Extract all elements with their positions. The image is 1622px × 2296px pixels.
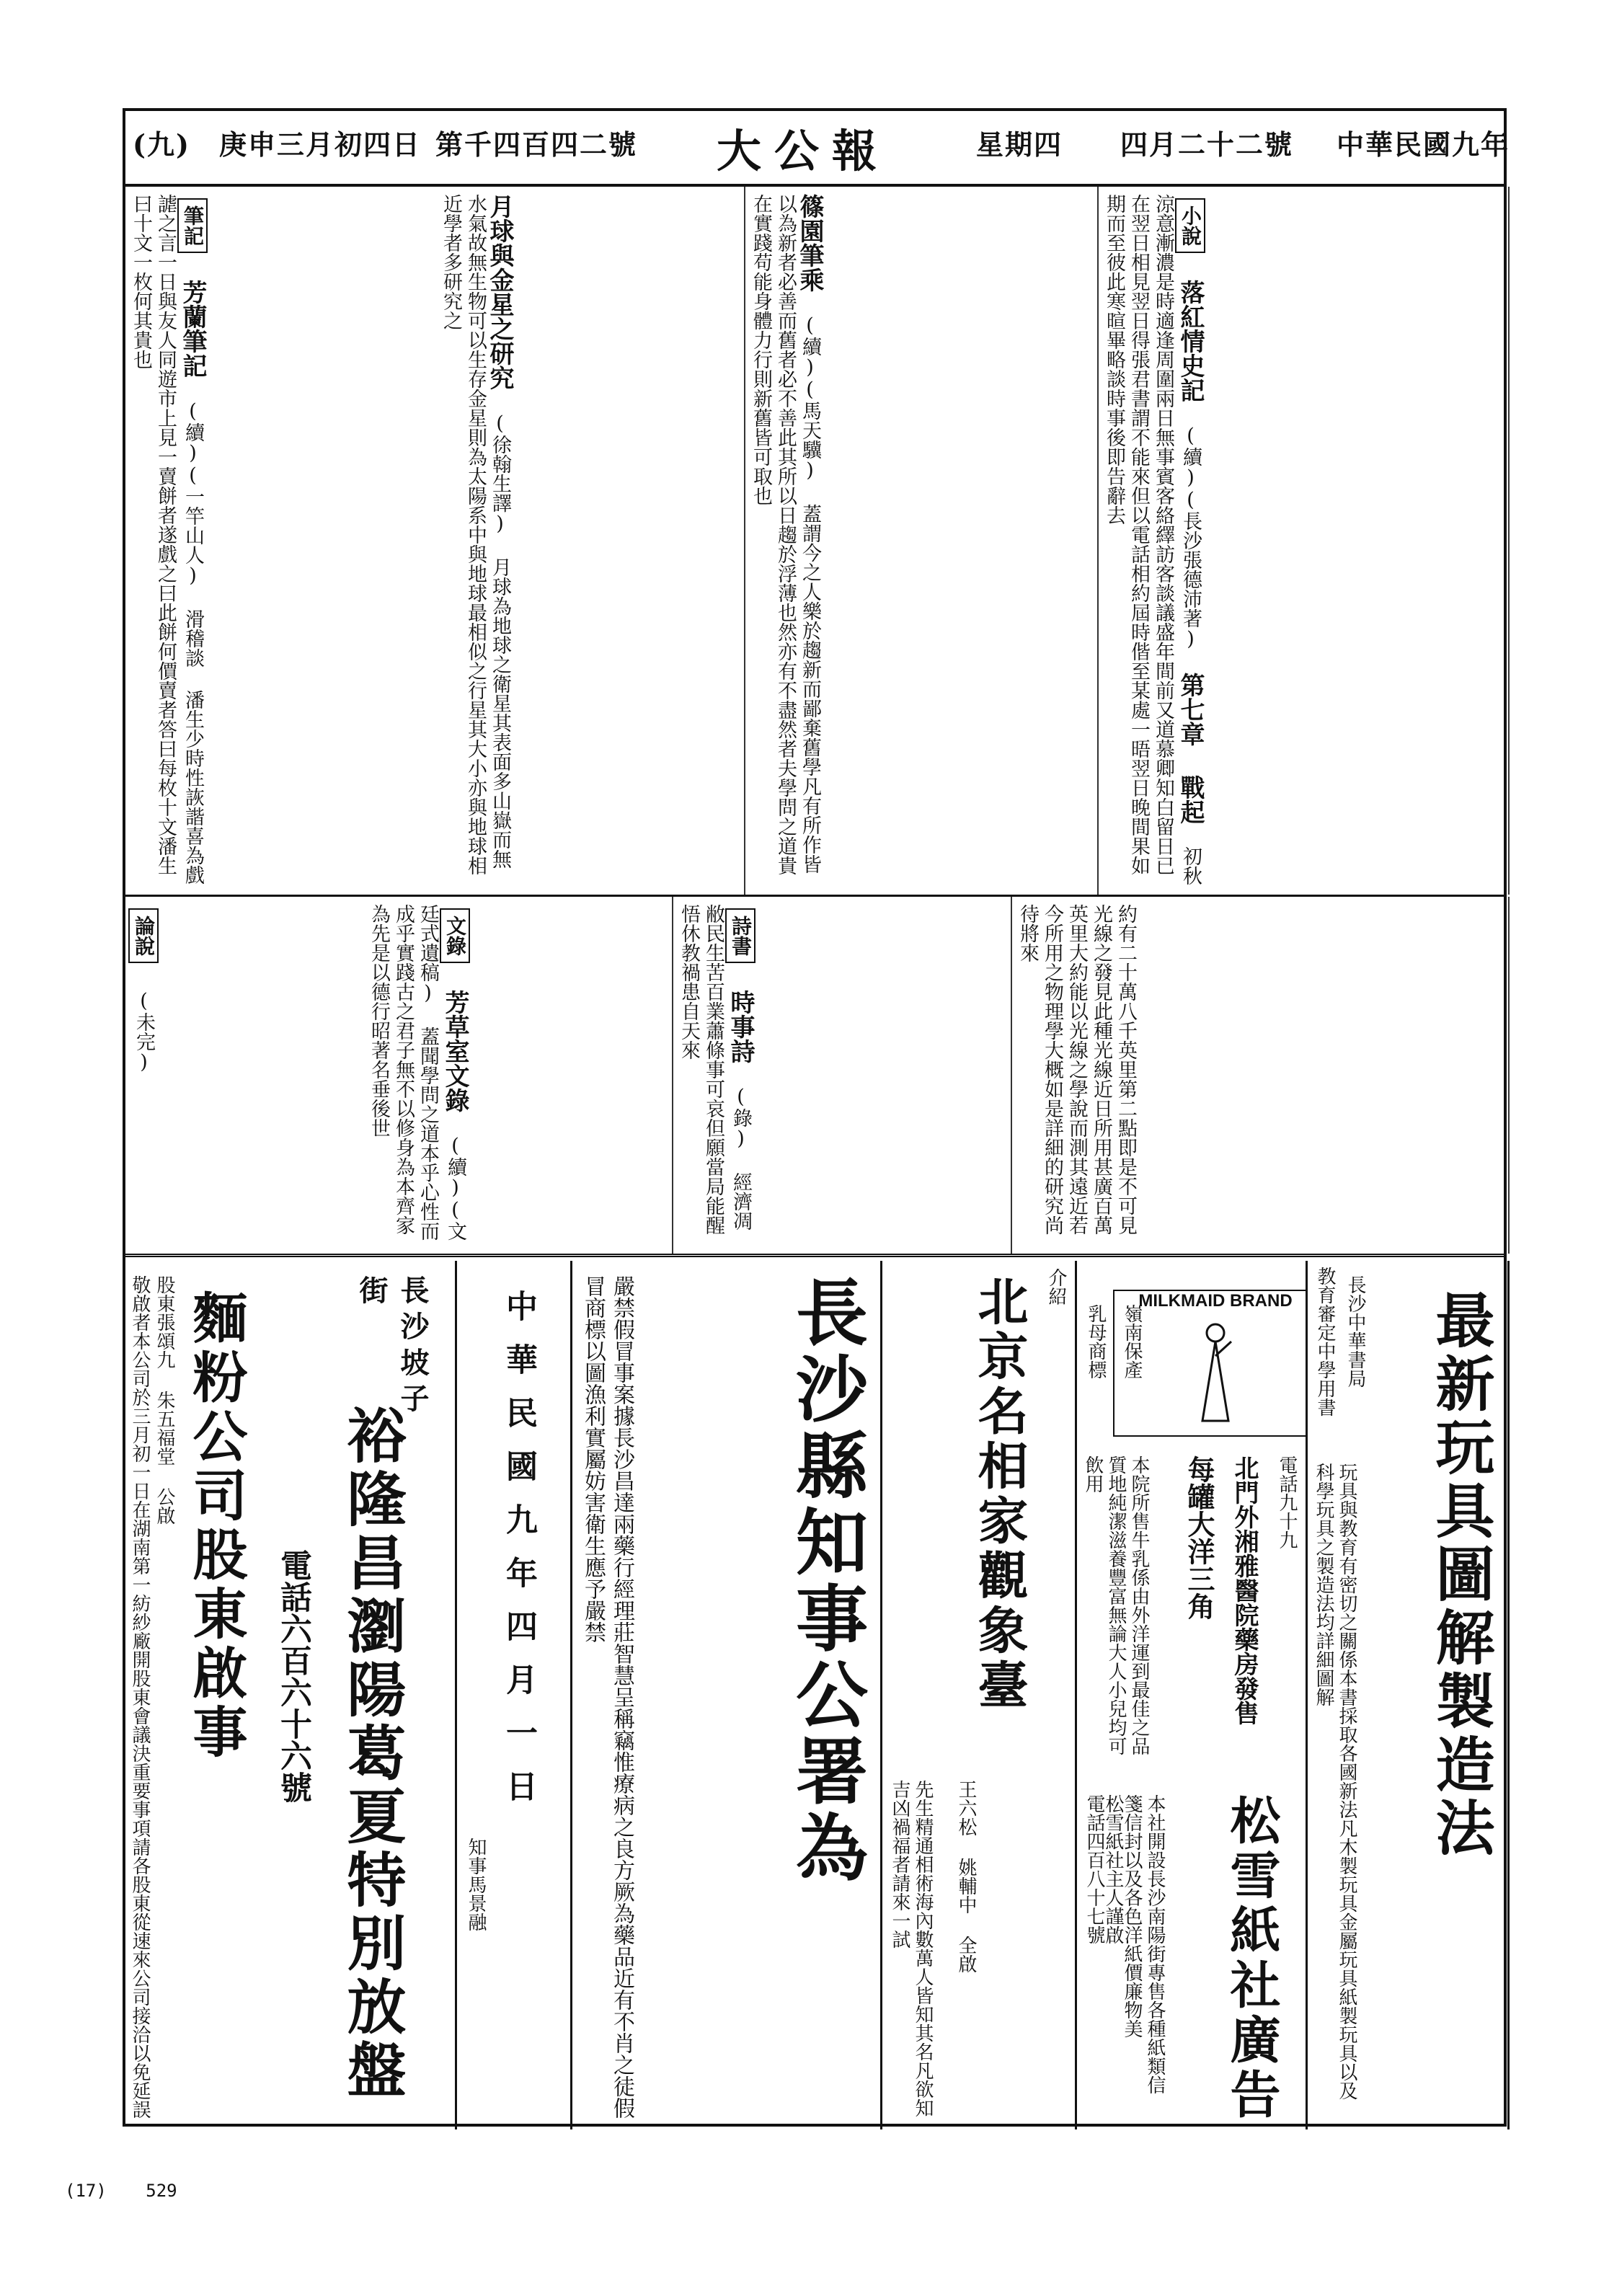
weekday: 星期四 xyxy=(976,128,1063,161)
novel-author: (續)(長沙張德沛著) xyxy=(1179,425,1202,650)
notice-title: 長沙縣知事公署為 xyxy=(784,1275,869,1887)
literature-column xyxy=(363,897,673,1254)
section-label-novel: 小說 xyxy=(1175,198,1205,253)
toy-title: 最新玩具圖解製造法 xyxy=(1426,1290,1495,1861)
fortune-description: 先生精通相術海內數萬人皆知其名凡欲知吉凶禍福者請來一試 xyxy=(889,1780,934,2117)
notes-title: 芳蘭筆記 xyxy=(178,280,207,378)
footer-page: 529 xyxy=(146,2181,177,2201)
date: 四月二十二號 xyxy=(1120,128,1294,161)
toy-book-ad xyxy=(1308,1261,1510,2129)
engineering-text: 約有二十萬八千英里第二點即是不可見光線之發見此種光線近日所用甚廣百萬英里大約能以光線之學說而測其遠近若今所用之物理學大概如是詳細的研究尚待將來 xyxy=(1016,904,1137,1235)
essay-author: (續)(馬天驥) xyxy=(799,314,821,482)
novel-title: 落紅情史記 xyxy=(1176,280,1205,402)
miscellany-section xyxy=(125,897,1504,1257)
essay-title: 篠園筆乘 xyxy=(795,194,824,292)
notes-author: (續)(一竿山人) xyxy=(182,400,204,587)
moon-author: (徐翰生譯) xyxy=(489,412,511,535)
toy-heading: 教育審定中學用書 xyxy=(1314,1267,1336,1417)
store-phone: 電話六百六十六號 xyxy=(275,1549,311,1803)
notes-text: 滑稽談 潘生少時性詼諧喜為戲謔之言一日與友人同遊市上見一賣餅者遂戲之曰此餅何價賣者答曰每枚十文潘生曰十文一枚何其貴也 xyxy=(130,194,204,885)
end-mark: (未完) xyxy=(133,990,155,1073)
milk-description: 本院所售牛乳係由外洋運到最佳之品質地純潔滋養豐富無論大人小兒均可飲用 xyxy=(1082,1455,1150,1755)
paper-signature: 松雪紙社主人謹啟 xyxy=(1102,1794,1124,1944)
milk-seller: 北門外湘雅醫院藥房發售 xyxy=(1230,1455,1259,1725)
county-notice-ad xyxy=(572,1261,882,2129)
section-label-notes: 筆記 xyxy=(177,198,208,253)
essay-text: 蓋謂今之人樂於趨新而鄙棄舊學凡有所作皆以為新者必善而舊者必不善此其所以日趨於浮薄也然亦有不盡然者夫學問之道貴在實踐苟能身體力行則新舊皆可取也 xyxy=(750,194,821,875)
newspaper-page xyxy=(123,108,1510,2127)
essay-column xyxy=(745,187,1099,895)
flour-company-ad xyxy=(125,1261,262,2129)
page-footer xyxy=(65,2181,206,2201)
section-label-literature: 文錄 xyxy=(440,908,470,963)
notice-text: 嚴禁假冒事案據長沙昌達兩藥行經理莊智慧呈稱竊惟療病之良方厥為藥品近有不肖之徒假冒商標以圖漁利實屬妨害衛生應予嚴禁 xyxy=(580,1275,634,2119)
fortune-teller-ad xyxy=(882,1261,1077,2129)
literature-title: 芳草室文錄 xyxy=(440,990,469,1112)
toy-description: 玩具與教育有密切之關係本書採取各國新法凡木製玩具金屬玩具紙製玩具以及科學玩具之製造法均詳細圖解 xyxy=(1313,1463,1357,2100)
flour-text: 敬啟者本公司於三月初一日在湖南第一紡紗廠開股東會議決重要事項請各股東從速來公司接洽以免延誤 xyxy=(129,1275,151,2119)
milk-price: 每罐大洋三角 xyxy=(1183,1455,1215,1620)
novel-column xyxy=(1099,187,1510,895)
literature-text: 蓋聞學問之道本乎心性而成乎實踐古之君子無不以修身為本齊家為先是以德行昭著名垂後世 xyxy=(368,904,439,1241)
advertisement-section xyxy=(125,1261,1504,2129)
section-label-poems: 詩書 xyxy=(725,908,755,963)
section-label-commentary: 論說 xyxy=(128,908,159,963)
poems-text: 經濟凋敝民生苦百業蕭條事可哀但願當局能醒悟休教禍患自天來 xyxy=(678,904,752,1235)
masthead xyxy=(125,111,1510,187)
engineering-column xyxy=(1012,897,1510,1254)
milk-brand: MILKMAID BRAND xyxy=(1138,1291,1293,1311)
novel-chapter: 第七章 戰起 xyxy=(1176,673,1205,824)
fortune-title: 北京名相家觀象臺 xyxy=(970,1275,1029,1714)
poems-title: 時事詩 xyxy=(726,990,755,1063)
moon-text: 月球為地球之衛星其表面多山嶽而無水氣故無生物可以生存金星則為太陽系中與地球最相似之行星其大小亦與地球相近學者多研究之 xyxy=(440,194,511,875)
page-number: (九) xyxy=(133,128,190,161)
poems-author: (錄) xyxy=(730,1086,752,1150)
paper-title: 松雪紙社廣告 xyxy=(1222,1794,1282,2123)
fortune-intro: 介紹 xyxy=(1045,1268,1067,1306)
footer-issue: (17) xyxy=(65,2181,107,2201)
literary-section xyxy=(125,187,1504,897)
milk-phone: 電話九十九 xyxy=(1276,1455,1298,1549)
milkmaid-figure-icon xyxy=(1194,1320,1237,1428)
literature-author: (續)(文廷式遺稿) xyxy=(417,904,466,1241)
milk-cn-brand: 乳母商標 xyxy=(1085,1304,1107,1379)
newspaper-title: 大公報 xyxy=(717,125,890,177)
notice-date-column xyxy=(457,1261,572,2129)
silk-store-ad xyxy=(262,1261,457,2129)
poems-column xyxy=(673,897,1012,1254)
toy-store: 長沙中華書局 xyxy=(1344,1275,1366,1388)
notice-date: 中華民國九年四月一日 xyxy=(500,1290,537,1823)
store-place: 長沙坡子街 xyxy=(355,1275,430,1419)
paper-shop-ad xyxy=(1077,1780,1308,2129)
milk-mark: 嶺南保產 xyxy=(1121,1304,1143,1379)
notice-official: 知事馬景融 xyxy=(465,1838,487,1931)
lunar-date: 庚申三月初四日 xyxy=(219,128,422,161)
moon-title: 月球與金星之研究 xyxy=(485,194,514,390)
year: 中華民國九年 xyxy=(1337,128,1510,161)
notes-column xyxy=(125,187,435,895)
flour-signature: 股東張頌九 朱五福堂 公啟 xyxy=(154,1275,175,1525)
issue-number: 第千四百四二號 xyxy=(435,128,638,161)
moon-column xyxy=(435,187,745,895)
fortune-signature: 王六松 姚輔中 全啟 xyxy=(955,1780,977,1973)
paper-description: 本社開設長沙南陽街專售各種紙類信箋信封以及各色洋紙價廉物美 xyxy=(1121,1794,1166,2094)
paper-phone: 電話四百八十七號 xyxy=(1083,1794,1105,1944)
novel-text: 初秋涼意漸濃是時適逢周圍兩日無事賓客絡繹訪客談議盛年間前又道慕卿知白留日已在翌日相見翌日得張君書謂不能來但以電話相約屆時偕至某處一晤翌日晚間果如期而至彼此寒暄畢略談時事後即告辭去 xyxy=(1103,194,1202,885)
flour-title: 麵粉公司股東啟事 xyxy=(184,1290,248,1763)
commentary-column xyxy=(125,897,363,1254)
store-title: 裕隆昌瀏陽葛夏特別放盤 xyxy=(337,1405,407,2103)
